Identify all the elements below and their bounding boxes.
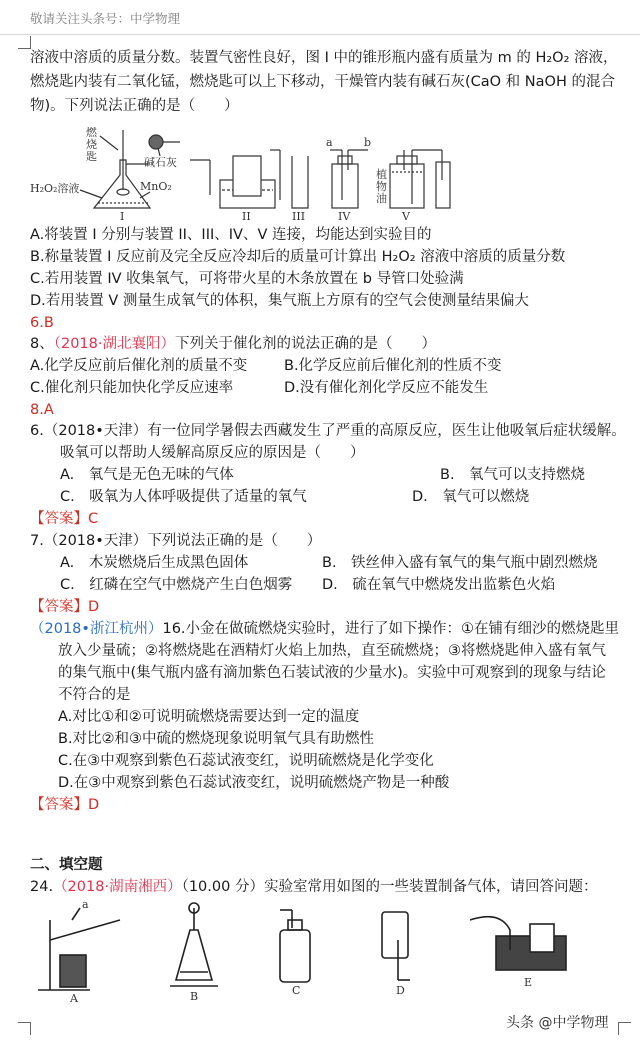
fig1-label-mno2: MnO₂ bbox=[140, 180, 172, 193]
fig1-numeral-5: V bbox=[402, 210, 410, 223]
fig1-numeral-2: II bbox=[242, 210, 251, 223]
q6-answer: 【答案】C bbox=[30, 511, 99, 527]
q16-line-4: 不符合的是 bbox=[58, 687, 131, 703]
q8-option-c: C.催化剂只能加快化学反应速率 bbox=[30, 380, 234, 396]
q-prev-answer: 6.B bbox=[30, 315, 54, 331]
q7-number: 7. bbox=[30, 533, 44, 549]
q-prev-option-b: B.称量装置 I 反应前及完全反应冷却后的质量可计算出 H₂O₂ 溶液中溶质的质量分数 bbox=[30, 249, 566, 265]
apparatus-figure-1 bbox=[30, 120, 460, 223]
q16-line-1-text: 16.小金在做硫燃烧实验时，进行了如下操作：①在铺有细沙的燃烧匙里 bbox=[162, 621, 620, 637]
crop-mark-bottom-right bbox=[618, 1022, 631, 1035]
q24-source-tag: （2018·湖南湘西） bbox=[53, 879, 182, 895]
fig1-label-shao: 烧 bbox=[86, 138, 97, 151]
q8-stem-text: 下列关于催化剂的说法正确的是（ ） bbox=[175, 336, 436, 352]
q7-stem bbox=[30, 531, 321, 551]
q-prev-line-1: 溶液中溶质的质量分数。装置气密性良好，图 I 中的锥形瓶内盛有质量为 m 的 H₂O₂ 溶液， bbox=[30, 50, 618, 66]
q16-option-c: C.在③中观察到紫色石蕊试液变红，说明硫燃烧是化学变化 bbox=[58, 753, 434, 769]
q6-option-a: A. 氧气是无色无味的气体 bbox=[60, 467, 234, 483]
q6-stem-text: 有一位同学暑假去西藏发生了严重的高原反应，医生让他吸氧后症状缓解。 bbox=[147, 423, 626, 439]
apparatus-figure-2 bbox=[30, 900, 590, 1005]
fig1-label-chi: 匙 bbox=[86, 150, 97, 163]
q8-option-d: D.没有催化剂化学反应不能发生 bbox=[284, 380, 489, 396]
q7-option-c: C. 红磷在空气中燃烧产生白色烟雾 bbox=[60, 577, 293, 593]
crop-mark-bottom-left bbox=[18, 1022, 31, 1035]
q7-source-tag: （2018•天津） bbox=[43, 533, 148, 549]
q6-number: 6. bbox=[30, 423, 44, 439]
q6-stem bbox=[30, 421, 626, 441]
fig1-label-wu: 物 bbox=[376, 180, 387, 193]
q16-line-1 bbox=[30, 619, 619, 639]
fig1-label-b: b bbox=[364, 136, 372, 149]
q-prev-option-d: D.若用装置 V 测量生成氧气的体积，集气瓶上方原有的空气会使测量结果偏大 bbox=[30, 293, 529, 309]
q16-option-b: B.对比②和③中硫的燃烧现象说明氧气具有助燃性 bbox=[58, 731, 375, 747]
q24-stem-text: 实验室常用如图的一些装置制备气体，请回答问题： bbox=[263, 879, 598, 895]
fig1-label-a: a bbox=[326, 136, 333, 149]
q16-option-d: D.在③中观察到紫色石蕊试液变红，说明硫燃烧产物是一种酸 bbox=[58, 775, 450, 791]
fig2-label-A: A bbox=[70, 992, 78, 1005]
fig2-label-D: D bbox=[396, 984, 405, 997]
q-prev-option-c: C.若用装置 IV 收集氧气，可将带火星的木条放置在 b 导管口处验满 bbox=[30, 271, 464, 287]
page-header bbox=[0, 0, 640, 35]
q8-answer: 8.A bbox=[30, 402, 54, 418]
q6-option-d: D. 氧气可以燃烧 bbox=[412, 489, 530, 505]
q7-option-d: D. 硫在氧气中燃烧发出监紫色火焰 bbox=[322, 577, 556, 593]
q6-option-c: C. 吸氧为人体呼吸提供了适量的氧气 bbox=[60, 489, 307, 505]
q24-number: 24. bbox=[30, 879, 54, 895]
q8-stem bbox=[30, 334, 436, 354]
q6-source-tag: （2018•天津） bbox=[43, 423, 148, 439]
footer-watermark: 头条 @中学物理 bbox=[506, 1015, 609, 1031]
fig1-label-soda-lime: 碱石灰 bbox=[144, 156, 177, 169]
fig1-label-you: 油 bbox=[376, 192, 387, 205]
fig1-label-zhi: 植 bbox=[376, 168, 387, 181]
q7-answer: 【答案】D bbox=[30, 599, 100, 615]
q-prev-option-a: A.将装置 I 分别与装置 II、III、IV、V 连接，均能达到实验目的 bbox=[30, 227, 432, 243]
q8-source-tag: （2018·湖北襄阳） bbox=[53, 336, 175, 352]
section-heading: 二、填空题 bbox=[30, 857, 103, 873]
q24-score: （10.00 分） bbox=[181, 879, 264, 895]
q16-answer: 【答案】D bbox=[30, 797, 100, 813]
fig2-label-E: E bbox=[524, 976, 533, 989]
q8-option-b: B.化学反应前后催化剂的性质不变 bbox=[284, 358, 502, 374]
q7-option-b: B. 铁丝伸入盛有氧气的集气瓶中剧烈燃烧 bbox=[322, 555, 598, 571]
q7-stem-text: 下列说法正确的是（ ） bbox=[147, 533, 322, 549]
q8-number: 8、 bbox=[30, 336, 54, 352]
fig1-numeral-3: III bbox=[292, 210, 306, 223]
q8-option-a: A.化学反应前后催化剂的质量不变 bbox=[30, 358, 248, 374]
fig2-label-C: C bbox=[292, 984, 301, 997]
q-prev-line-3: 物)。下列说法正确的是（ ） bbox=[30, 98, 239, 114]
fig1-numeral-4: IV bbox=[338, 210, 351, 223]
fig1-numeral-1: I bbox=[120, 210, 125, 223]
fig2-label-B: B bbox=[190, 990, 199, 1003]
fig2-label-a: a bbox=[82, 898, 89, 911]
q16-line-2: 放入少量硫；②将燃烧匙在酒精灯火焰上加热，直至硫燃烧；③将燃烧匙伸入盛有氧气 bbox=[58, 643, 606, 659]
q-prev-line-2: 燃烧匙内装有二氧化锰，燃烧匙可以上下移动，干燥管内装有碱石灰(CaO 和 NaOH 的混合 bbox=[30, 74, 615, 90]
fig1-label-h2o2: H₂O₂溶液 bbox=[30, 182, 80, 195]
q7-option-a: A. 木炭燃烧后生成黑色固体 bbox=[60, 555, 249, 571]
q16-option-a: A.对比①和②可说明硫燃烧需要达到一定的温度 bbox=[58, 709, 360, 725]
q16-line-3: 的集气瓶中(集气瓶内盛有滴加紫色石装试液的少量水)。实验中可观察到的现象与结论 bbox=[58, 665, 606, 681]
header-text: 敬请关注头条号：中学物理 bbox=[30, 11, 181, 26]
q6-stem-line-2: 吸氧可以帮助人缓解高原反应的原因是（ ） bbox=[60, 445, 365, 461]
q6-option-b: B. 氧气可以支持燃烧 bbox=[440, 467, 586, 483]
q24-stem bbox=[30, 877, 597, 897]
q16-source-tag: （2018•浙江杭州） bbox=[30, 621, 163, 637]
fig1-label-ran: 燃 bbox=[86, 126, 97, 139]
